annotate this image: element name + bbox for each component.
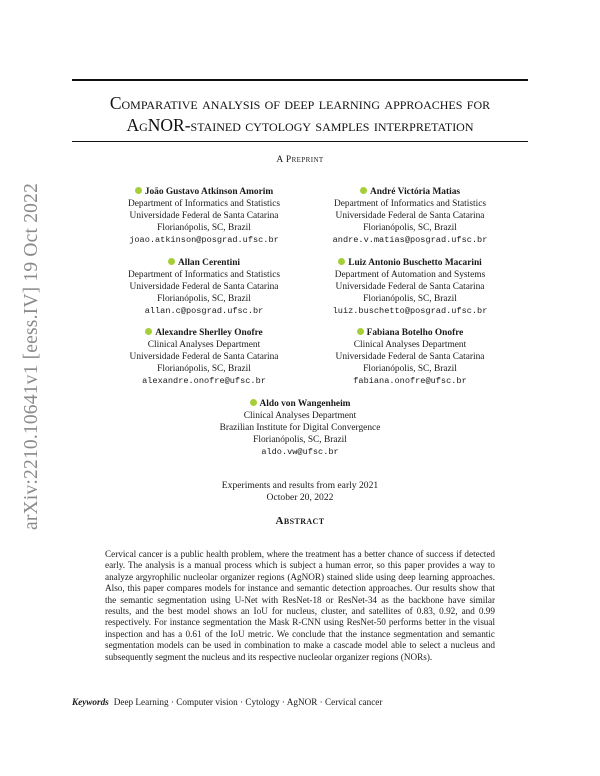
author-email[interactable]: andre.v.matias@posgrad.ufsc.br: [332, 235, 488, 245]
author-block: [290, 327, 530, 387]
paper-title: [72, 92, 528, 136]
author-email[interactable]: aldo.vw@ufsc.br: [261, 447, 339, 457]
author-email[interactable]: luiz.buschetto@posgrad.ufsc.br: [332, 306, 488, 316]
author-block: [84, 327, 324, 387]
experiments-date: Experiments and results from early 2021: [221, 480, 379, 491]
title-top-rule: [72, 79, 528, 81]
author-email[interactable]: alexandre.onofre@ufsc.br: [142, 376, 266, 386]
author-email[interactable]: allan.c@posgrad.ufsc.br: [144, 306, 264, 316]
abstract-text: Cervical cancer is a public health problem, where the treatment has a better chance of success if detected early. The analysis is a manual process which is subject a human error, so this paper provides a way to analyze argyrophilic nucleolar organizer regions (AgNOR) stained slide using deep learning approaches. Also, this paper compares models for instance and semantic detection approaches. Our results show that the semantic segmentation using U-Net with ResNet-18 or ResNet-34 as the backbone have similar results, and the best model shows an IoU for nucleus, cluster, and satellites of 0.83, 0.92, and 0.99 respectively. For instance segmentation the Mask R-CNN using ResNet-50 performs better in the visual inspection and has a 0.61 of the IoU metric. We conclude that the instance segmentation and semantic segmentation models can be used in combination to make a cascade model able to select a nucleus and subsequently segment the nucleus and its respective nucleolar organizer regions (NORs).: [105, 549, 495, 662]
keywords-list: Deep Learning · Computer vision · Cytology · AgNOR · Cervical cancer: [113, 697, 383, 707]
title-line-1: Comparative analysis of deep learning approaches for: [109, 93, 491, 113]
orcid-icon[interactable]: [250, 399, 257, 406]
abstract-heading: Abstract: [275, 515, 325, 527]
title-line-2: AgNOR-stained cytology samples interpretation: [126, 115, 474, 135]
preprint-label: A Preprint: [276, 155, 324, 165]
author-name: Aldo von Wangenheim: [259, 399, 351, 409]
author-block: [84, 186, 324, 246]
author-location: Florianópolis, SC, Brazil: [253, 435, 347, 445]
orcid-icon[interactable]: [357, 328, 364, 335]
keywords-label: Keywords: [72, 697, 109, 707]
arxiv-identifier: arXiv:2210.10641v1 [eess.IV] 19 Oct 2022: [21, 182, 42, 530]
orcid-icon[interactable]: [168, 258, 175, 265]
author-institution: Brazilian Institute for Digital Convergence: [219, 423, 381, 433]
orcid-icon[interactable]: [135, 187, 142, 194]
author-institution: Universidade Federal de Santa Catarina: [129, 352, 279, 362]
author-location: Florianópolis, SC, Brazil: [157, 364, 251, 374]
publication-date: October 20, 2022: [266, 492, 334, 503]
author-institution: Universidade Federal de Santa Catarina: [129, 282, 279, 292]
author-email[interactable]: fabiana.onofre@ufsc.br: [353, 376, 467, 386]
title-bottom-rule: [72, 141, 528, 142]
author-institution: Universidade Federal de Santa Catarina: [335, 282, 485, 292]
author-location: Florianópolis, SC, Brazil: [363, 294, 457, 304]
author-dept: Department of Informatics and Statistics: [127, 199, 281, 209]
author-institution: Universidade Federal de Santa Catarina: [335, 352, 485, 362]
author-institution: Universidade Federal de Santa Catarina: [129, 211, 279, 221]
author-block: [180, 398, 420, 458]
author-dept: Department of Automation and Systems: [334, 270, 486, 280]
author-dept: Department of Informatics and Statistics: [333, 199, 487, 209]
orcid-icon[interactable]: [338, 258, 345, 265]
author-name: Fabiana Botelho Onofre: [366, 328, 464, 338]
author-name: João Gustavo Atkinson Amorim: [144, 187, 274, 197]
orcid-icon[interactable]: [360, 187, 367, 194]
author-name: Allan Cerentini: [177, 258, 241, 268]
dates-block: [72, 480, 528, 504]
author-name: Alexandre Sherlley Onofre: [155, 328, 263, 338]
author-block: [84, 257, 324, 317]
orcid-icon[interactable]: [145, 328, 152, 335]
author-location: Florianópolis, SC, Brazil: [363, 364, 457, 374]
author-dept: Clinical Analyses Department: [147, 340, 261, 350]
keywords-line: [72, 697, 532, 707]
author-dept: Clinical Analyses Department: [243, 411, 357, 421]
author-location: Florianópolis, SC, Brazil: [157, 223, 251, 233]
author-block: [290, 257, 530, 317]
author-name: André Victória Matias: [369, 187, 461, 197]
author-email[interactable]: joao.atkinson@posgrad.ufsc.br: [129, 235, 279, 245]
author-location: Florianópolis, SC, Brazil: [157, 294, 251, 304]
author-institution: Universidade Federal de Santa Catarina: [335, 211, 485, 221]
author-dept: Department of Informatics and Statistics: [127, 270, 281, 280]
author-name: Luiz Antonio Buschetto Macarini: [348, 258, 482, 268]
author-location: Florianópolis, SC, Brazil: [363, 223, 457, 233]
author-block: [290, 186, 530, 246]
author-dept: Clinical Analyses Department: [353, 340, 467, 350]
